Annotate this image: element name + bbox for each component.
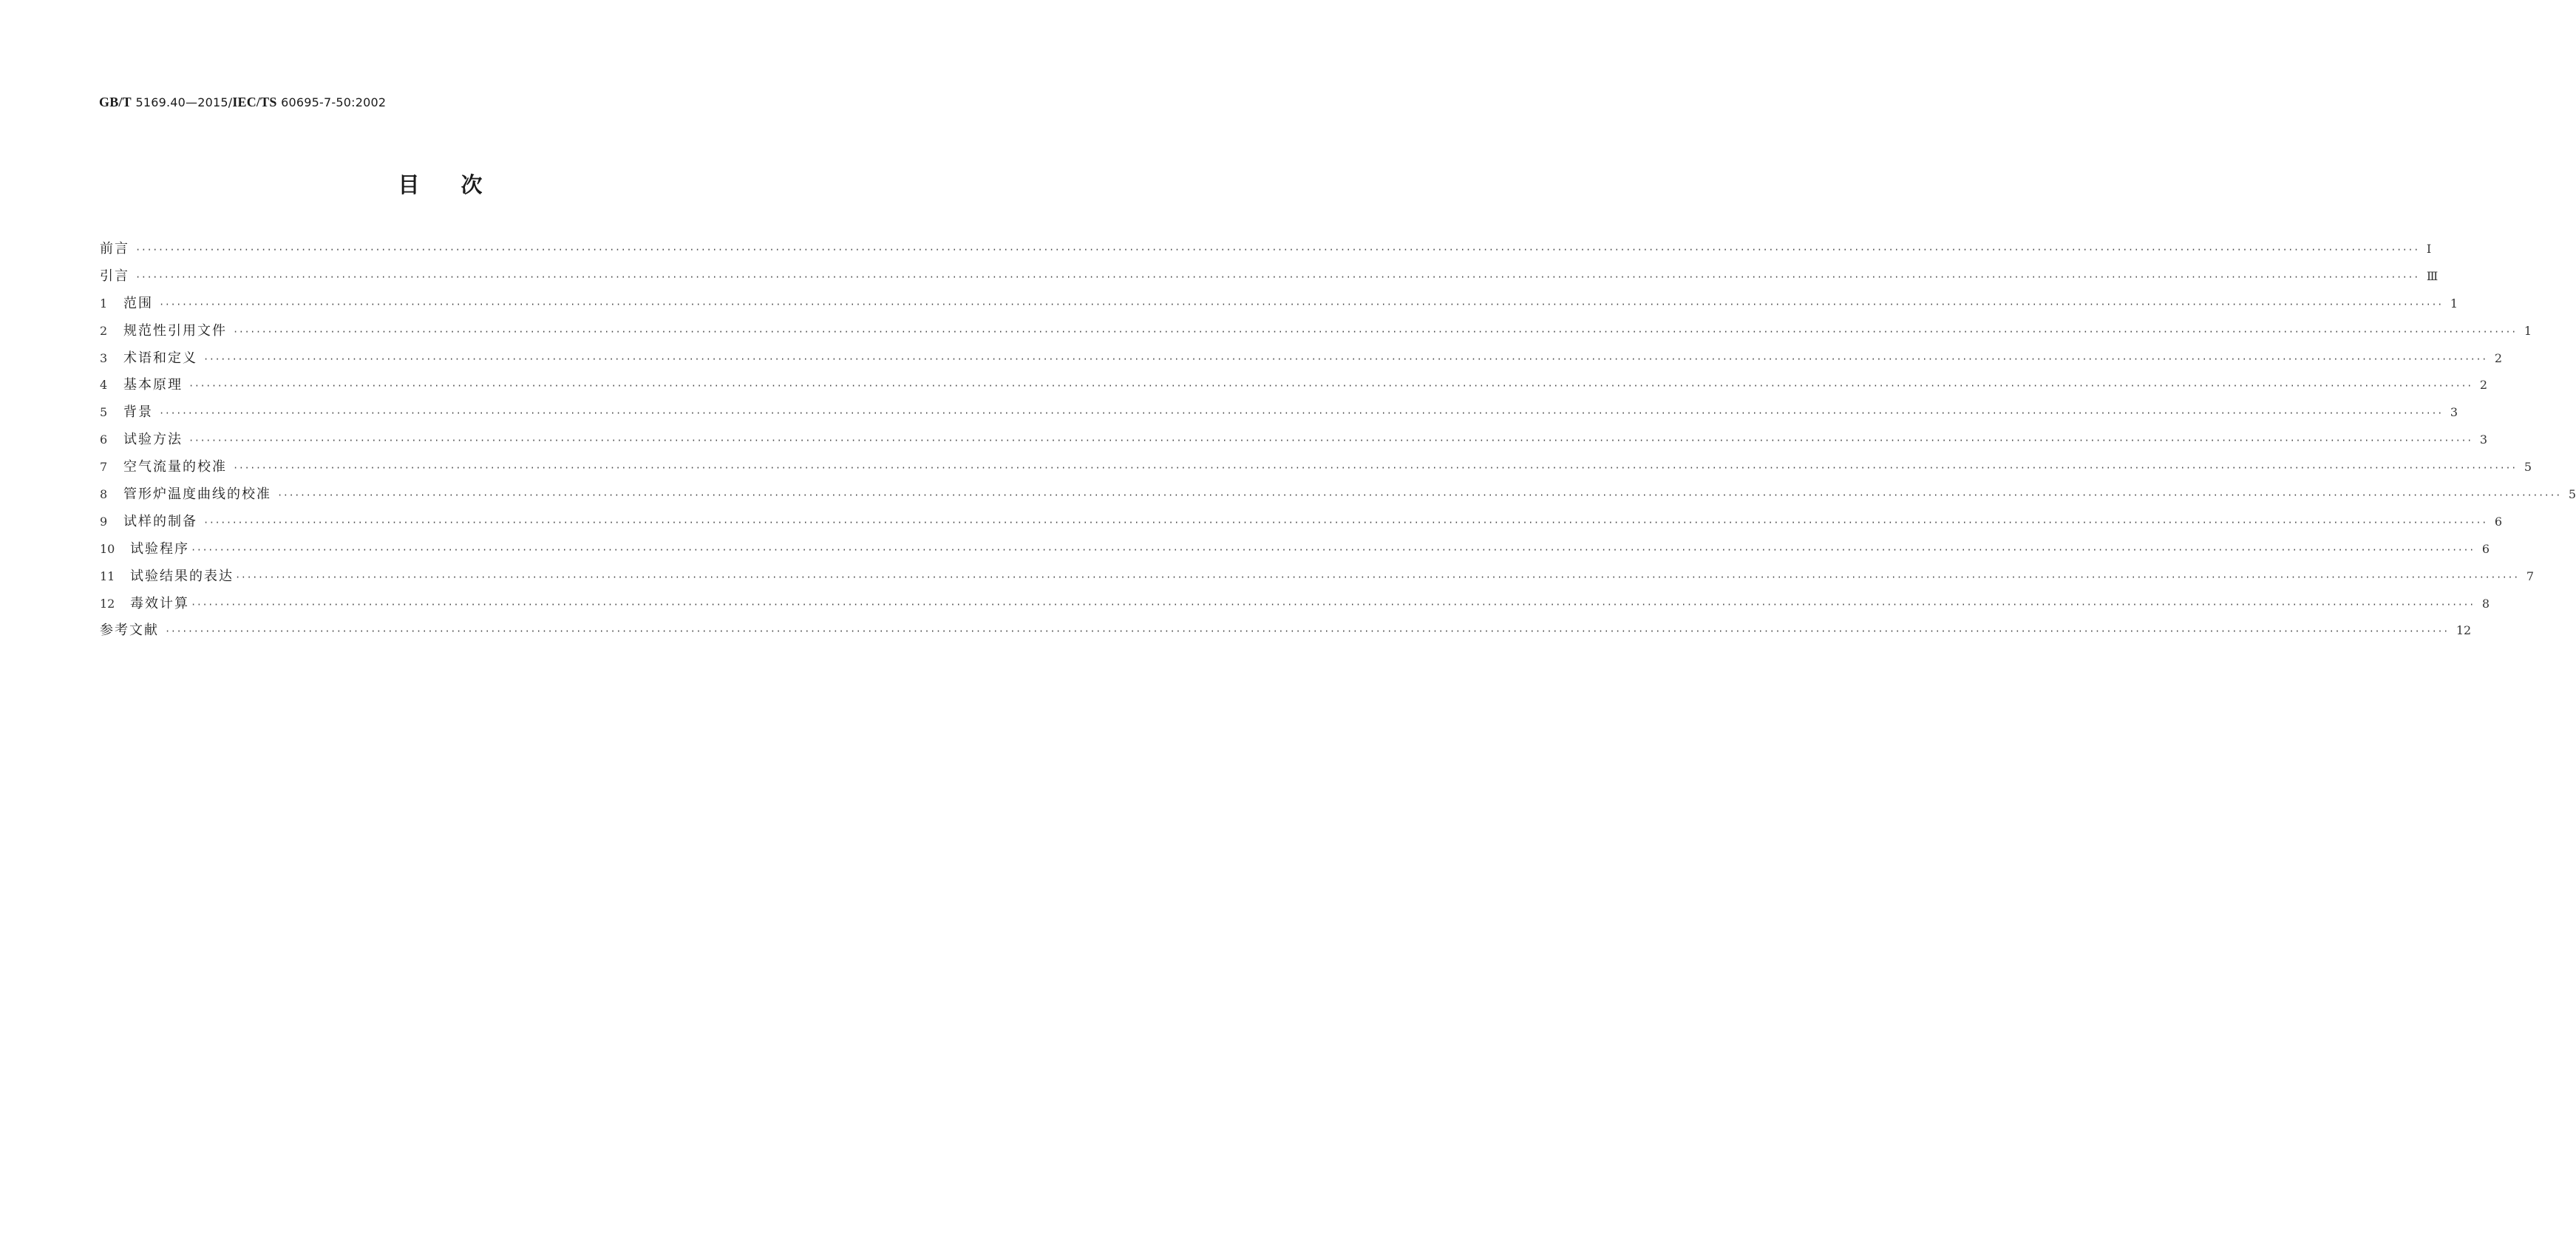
dot-leader: ················································································································································································································································································································································································································	[188, 381, 2473, 392]
toc-entry[interactable]	[100, 238, 2432, 265]
toc-entry-label	[100, 401, 153, 421]
toc-entry-page: 2	[2494, 350, 2503, 365]
toc-entry-number: 2	[100, 323, 108, 338]
toc-entry-text: 试验程序	[130, 540, 189, 557]
toc-entry-label	[100, 511, 197, 530]
toc-entry-page: Ⅰ	[2426, 242, 2432, 256]
toc-entry-number: 4	[100, 378, 108, 393]
dot-leader: ················································································································································································································································································································································································································	[233, 326, 2517, 337]
toc-entry-label	[100, 620, 159, 639]
toc-entry[interactable]	[100, 374, 2488, 401]
dot-leader: ················································································································································································································································································································································································································	[135, 271, 2419, 282]
toc-entry-text: 前言	[100, 241, 129, 257]
toc-entry[interactable]	[100, 620, 2472, 647]
toc-entry-label	[100, 238, 129, 257]
toc-entry-text: 毒效计算	[130, 595, 189, 611]
toc-entry-number: 10	[100, 541, 115, 556]
toc-entry-label	[100, 374, 183, 393]
dot-leader: ················································································································································································································································································································································································································	[277, 490, 2561, 501]
toc-entry-page: 5	[2568, 487, 2576, 502]
toc-entry-page: 1	[2524, 323, 2532, 338]
dot-leader: ················································································································································································································································································································································································································	[203, 353, 2487, 364]
toc-entry-text: 规范性引用文件	[123, 322, 227, 339]
toc-entry-page: 7	[2526, 569, 2535, 583]
toc-entry-number: 6	[100, 432, 108, 447]
toc-entry-number: 5	[100, 405, 108, 420]
toc-entry[interactable]	[100, 401, 2458, 429]
toc-entry-label	[100, 456, 227, 475]
dot-leader: ················································································································································································································································································································································································································	[233, 463, 2517, 474]
toc-entry[interactable]	[100, 566, 2535, 593]
toc-entry-number: 8	[100, 487, 108, 502]
toc-entry-number: 12	[100, 596, 115, 611]
dot-leader: ················································································································································································································································································································································································································	[188, 435, 2473, 447]
toc-entry[interactable]	[100, 347, 2503, 375]
toc-entry-label	[100, 293, 153, 312]
dot-leader: ················································································································································································································································································································································································································	[165, 626, 2449, 637]
std-number: 5169.40—2015/	[135, 95, 233, 109]
toc-entry-label	[100, 265, 129, 285]
toc-entry-page: 12	[2456, 623, 2472, 638]
toc-entry-page: 3	[2450, 405, 2458, 420]
toc-entry-text: 试验结果的表达	[130, 568, 234, 584]
toc-entry-page: 5	[2524, 460, 2532, 475]
toc-entry-number: 1	[100, 296, 108, 311]
toc-entry-text: 基本原理	[123, 377, 183, 393]
toc-entry[interactable]	[100, 320, 2532, 347]
toc-entry-label	[100, 320, 227, 339]
toc-entry-text: 术语和定义	[123, 350, 197, 366]
toc-entry-text: 参考文献	[100, 622, 159, 639]
toc-entry-page: 1	[2450, 296, 2458, 311]
toc-entry-page: 2	[2479, 378, 2488, 393]
standard-header	[99, 95, 386, 110]
toc-entry[interactable]	[100, 293, 2458, 320]
iec-prefix: IEC/TS	[232, 95, 277, 109]
toc-entry-label	[100, 538, 189, 557]
toc-entry[interactable]	[100, 538, 2490, 566]
table-of-contents	[100, 238, 2576, 647]
toc-entry-text: 引言	[100, 268, 129, 284]
iec-number: 60695-7-50:2002	[281, 95, 387, 109]
dot-leader: ················································································································································································································································································································································································································	[235, 571, 2519, 583]
toc-entry-label	[100, 484, 271, 503]
toc-entry-page: 6	[2494, 514, 2503, 529]
toc-entry-page: Ⅲ	[2426, 268, 2439, 283]
toc-entry-text: 背景	[123, 404, 153, 421]
dot-leader: ················································································································································································································································································································································································································	[159, 299, 2443, 310]
dot-leader: ················································································································································································································································································································································································································	[191, 544, 2475, 555]
page-title: 目次	[398, 172, 524, 197]
dot-leader: ················································································································································································································································································································································································································	[191, 599, 2475, 610]
toc-entry[interactable]	[100, 511, 2503, 538]
toc-entry-number: 7	[100, 460, 108, 475]
toc-entry[interactable]	[100, 429, 2488, 456]
toc-entry[interactable]	[100, 484, 2576, 511]
toc-entry-number: 11	[100, 569, 115, 583]
toc-entry-text: 管形炉温度曲线的校准	[123, 486, 271, 503]
toc-entry-number: 9	[100, 514, 108, 529]
dot-leader: ················································································································································································································································································································································································································	[203, 517, 2487, 528]
toc-entry[interactable]	[100, 456, 2532, 484]
toc-entry-label	[100, 593, 189, 612]
toc-entry-text: 试验方法	[123, 432, 183, 448]
toc-entry-text: 试样的制备	[123, 513, 197, 529]
toc-entry[interactable]	[100, 265, 2439, 293]
toc-entry[interactable]	[100, 593, 2490, 620]
toc-entry-label	[100, 566, 234, 585]
toc-entry-text: 范围	[123, 295, 153, 311]
toc-entry-label	[100, 429, 183, 448]
dot-leader: ················································································································································································································································································································································································································	[135, 245, 2419, 255]
toc-entry-page: 8	[2481, 596, 2490, 611]
toc-entry-number: 3	[100, 350, 108, 365]
std-prefix: GB/T	[99, 95, 132, 109]
toc-entry-text: 空气流量的校准	[123, 459, 227, 475]
toc-entry-page: 6	[2481, 541, 2490, 556]
toc-entry-label	[100, 347, 197, 367]
toc-entry-page: 3	[2479, 432, 2488, 447]
dot-leader: ················································································································································································································································································································································································································	[159, 408, 2443, 419]
